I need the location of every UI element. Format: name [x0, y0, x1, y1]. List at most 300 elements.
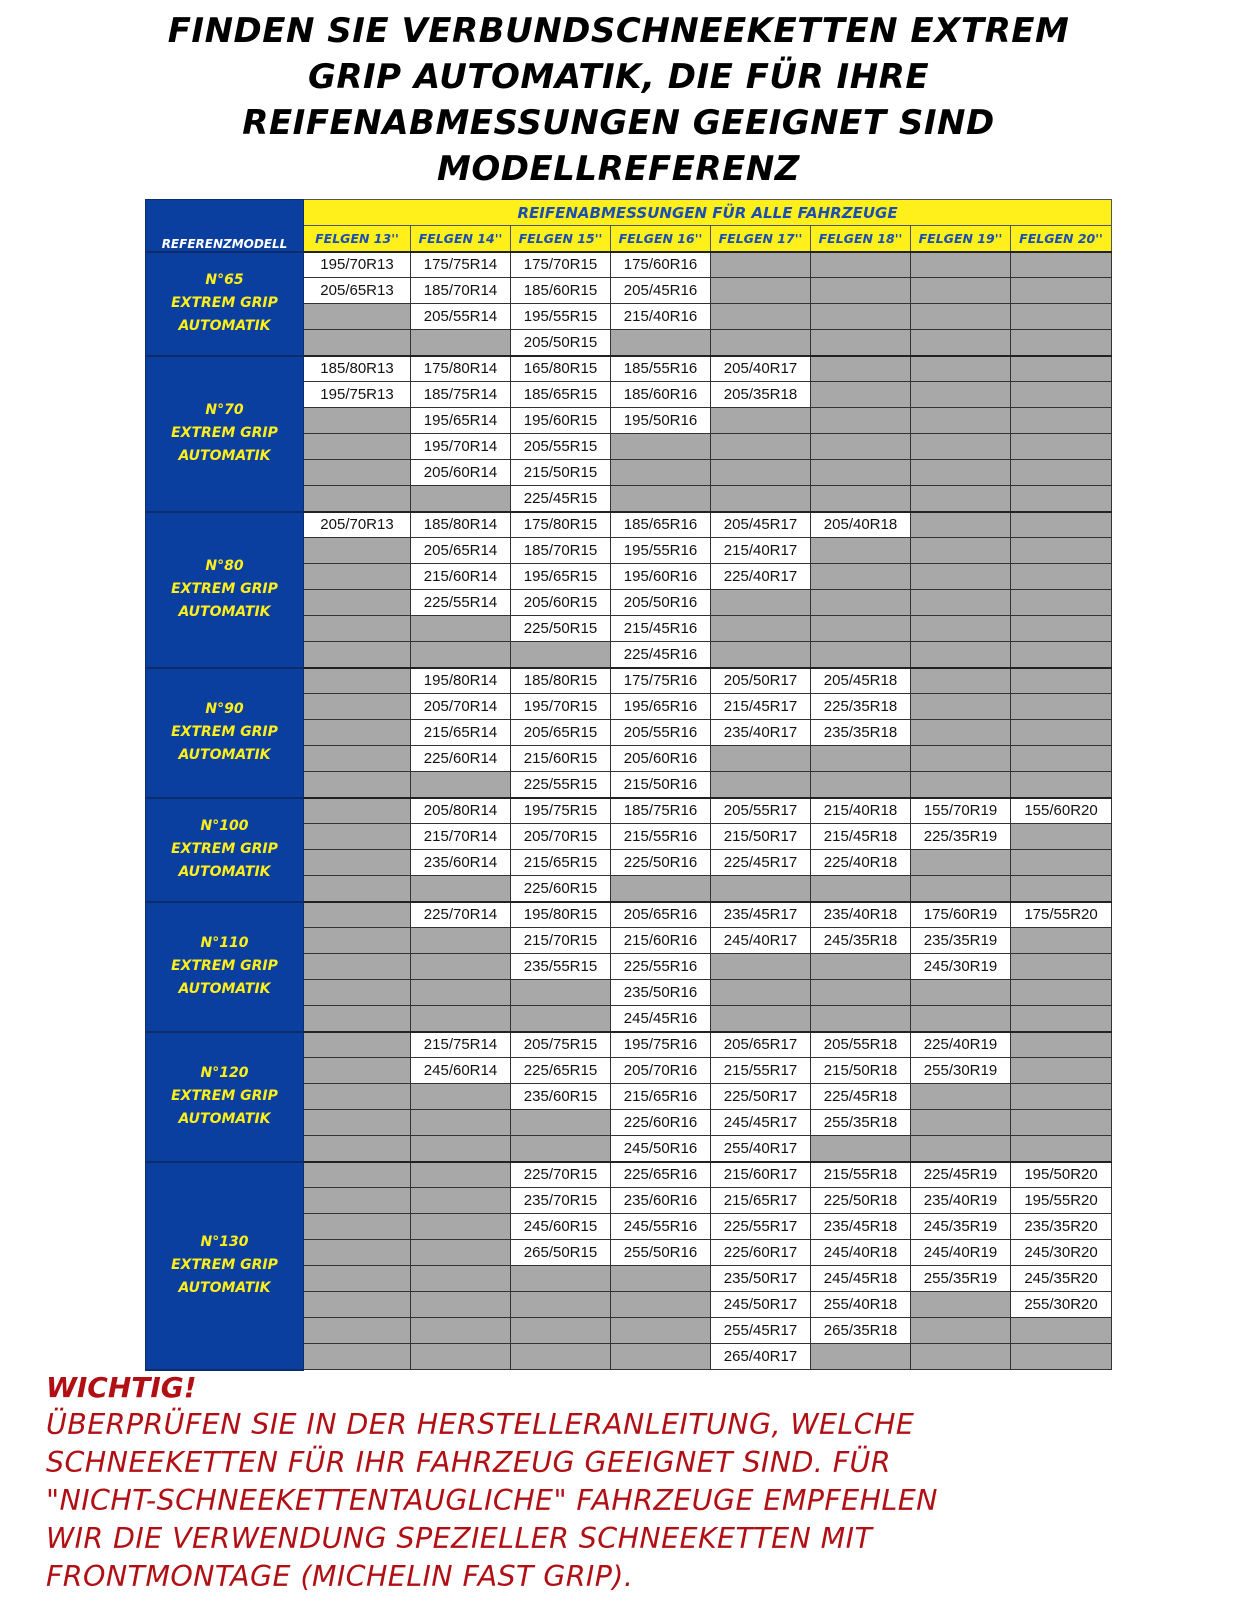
column-header-14: FELGEN 14'' — [411, 226, 511, 252]
model-label-line: EXTREM GRIP — [171, 581, 278, 597]
empty-cell — [1011, 1058, 1112, 1084]
empty-cell — [811, 616, 911, 642]
reference-model-cell — [146, 512, 304, 668]
empty-cell — [304, 1084, 411, 1110]
empty-cell — [411, 330, 511, 356]
empty-cell — [811, 304, 911, 330]
empty-cell — [411, 1344, 511, 1370]
empty-cell — [911, 408, 1011, 434]
model-label-line: AUTOMATIK — [178, 318, 271, 334]
tire-size-cell: 195/70R13 — [304, 252, 411, 278]
model-label-line: AUTOMATIK — [178, 1280, 271, 1296]
empty-cell — [611, 330, 711, 356]
empty-cell — [911, 460, 1011, 486]
empty-cell — [304, 1214, 411, 1240]
empty-cell — [1011, 434, 1112, 460]
empty-cell — [511, 642, 611, 668]
tire-size-cell: 205/40R18 — [811, 512, 911, 538]
empty-cell — [411, 1188, 511, 1214]
tire-size-cell: 175/55R20 — [1011, 902, 1112, 928]
table-row — [146, 1162, 1112, 1188]
empty-cell — [411, 1084, 511, 1110]
tire-size-cell: 225/55R16 — [611, 954, 711, 980]
tire-size-cell: 215/60R14 — [411, 564, 511, 590]
tire-size-cell: 245/45R16 — [611, 1006, 711, 1032]
notice-line-1: ÜBERPRÜFEN SIE IN DER HERSTELLERANLEITUNG, WELCHE — [46, 1408, 915, 1441]
tire-size-cell: 245/35R20 — [1011, 1266, 1112, 1292]
tire-size-cell: 185/65R15 — [511, 382, 611, 408]
empty-cell — [411, 1292, 511, 1318]
empty-cell — [811, 434, 911, 460]
empty-cell — [411, 616, 511, 642]
empty-cell — [304, 460, 411, 486]
empty-cell — [304, 304, 411, 330]
tire-size-cell: 195/70R15 — [511, 694, 611, 720]
empty-cell — [411, 928, 511, 954]
tire-size-cell: 185/80R13 — [304, 356, 411, 382]
tire-size-cell: 255/35R19 — [911, 1266, 1011, 1292]
empty-cell — [811, 980, 911, 1006]
tire-size-cell: 205/80R14 — [411, 798, 511, 824]
empty-cell — [1011, 928, 1112, 954]
empty-cell — [511, 1292, 611, 1318]
empty-cell — [811, 408, 911, 434]
empty-cell — [1011, 356, 1112, 382]
empty-cell — [611, 1344, 711, 1370]
empty-cell — [1011, 382, 1112, 408]
reference-model-cell — [146, 668, 304, 798]
empty-cell — [711, 278, 811, 304]
empty-cell — [411, 1318, 511, 1344]
tire-size-cell: 175/60R19 — [911, 902, 1011, 928]
empty-cell — [911, 772, 1011, 798]
empty-cell — [611, 1266, 711, 1292]
tire-size-cell: 205/65R14 — [411, 538, 511, 564]
notice-line-4: WIR DIE VERWENDUNG SPEZIELLER SCHNEEKETTEN MIT — [46, 1522, 873, 1555]
empty-cell — [811, 954, 911, 980]
empty-cell — [811, 356, 911, 382]
tire-size-cell: 205/65R13 — [304, 278, 411, 304]
empty-cell — [411, 1240, 511, 1266]
empty-cell — [911, 1006, 1011, 1032]
tire-size-cell: 235/40R17 — [711, 720, 811, 746]
empty-cell — [911, 252, 1011, 278]
empty-cell — [811, 1136, 911, 1162]
tire-size-cell: 205/65R15 — [511, 720, 611, 746]
tire-size-cell: 195/55R20 — [1011, 1188, 1112, 1214]
tire-size-cell: 235/70R15 — [511, 1188, 611, 1214]
empty-cell — [304, 850, 411, 876]
tire-size-cell: 225/65R15 — [511, 1058, 611, 1084]
tire-size-cell: 245/40R19 — [911, 1240, 1011, 1266]
tire-size-cell: 245/30R19 — [911, 954, 1011, 980]
empty-cell — [304, 772, 411, 798]
empty-cell — [711, 746, 811, 772]
tire-size-cell: 205/70R14 — [411, 694, 511, 720]
empty-cell — [1011, 824, 1112, 850]
tire-size-cell: 205/60R15 — [511, 590, 611, 616]
tire-size-cell: 195/65R16 — [611, 694, 711, 720]
tire-size-cell: 185/75R16 — [611, 798, 711, 824]
tire-size-cell: 235/50R17 — [711, 1266, 811, 1292]
empty-cell — [304, 434, 411, 460]
empty-cell — [1011, 668, 1112, 694]
empty-cell — [1011, 538, 1112, 564]
tire-size-cell: 185/75R14 — [411, 382, 511, 408]
empty-cell — [304, 642, 411, 668]
tire-size-cell: 215/40R17 — [711, 538, 811, 564]
model-label-line: EXTREM GRIP — [171, 425, 278, 441]
empty-cell — [811, 1344, 911, 1370]
empty-cell — [304, 1318, 411, 1344]
empty-cell — [911, 486, 1011, 512]
empty-cell — [511, 1136, 611, 1162]
tire-size-cell: 195/60R16 — [611, 564, 711, 590]
tire-size-cell: 235/45R18 — [811, 1214, 911, 1240]
tire-size-cell: 235/35R18 — [811, 720, 911, 746]
empty-cell — [711, 486, 811, 512]
tire-size-cell: 215/45R18 — [811, 824, 911, 850]
model-label-line: EXTREM GRIP — [171, 958, 278, 974]
tire-size-cell: 185/60R16 — [611, 382, 711, 408]
empty-cell — [711, 642, 811, 668]
empty-cell — [1011, 486, 1112, 512]
tire-size-cell: 255/40R18 — [811, 1292, 911, 1318]
tire-size-cell: 215/50R17 — [711, 824, 811, 850]
empty-cell — [1011, 954, 1112, 980]
tire-size-cell: 205/70R16 — [611, 1058, 711, 1084]
tire-size-cell: 175/75R14 — [411, 252, 511, 278]
empty-cell — [304, 538, 411, 564]
column-header-19: FELGEN 19'' — [911, 226, 1011, 252]
tire-size-cell: 185/70R15 — [511, 538, 611, 564]
tire-size-cell: 195/70R14 — [411, 434, 511, 460]
empty-cell — [1011, 1006, 1112, 1032]
empty-cell — [304, 798, 411, 824]
tire-size-cell: 175/60R16 — [611, 252, 711, 278]
tire-size-cell: 195/65R15 — [511, 564, 611, 590]
empty-cell — [1011, 1110, 1112, 1136]
reference-model-cell — [146, 798, 304, 902]
notice-heading: WICHTIG! — [46, 1371, 197, 1404]
empty-cell — [911, 434, 1011, 460]
reference-model-cell — [146, 252, 304, 356]
tire-size-cell: 245/40R18 — [811, 1240, 911, 1266]
tire-size-cell: 225/40R18 — [811, 850, 911, 876]
model-label-line: N°130 — [200, 1234, 249, 1250]
tire-size-cell: 215/55R16 — [611, 824, 711, 850]
empty-cell — [411, 954, 511, 980]
tire-size-cell: 155/60R20 — [1011, 798, 1112, 824]
tire-size-cell: 205/40R17 — [711, 356, 811, 382]
table-row — [146, 252, 1112, 278]
tire-size-cell: 185/80R15 — [511, 668, 611, 694]
tire-size-cell: 205/55R15 — [511, 434, 611, 460]
tire-size-cell: 205/75R15 — [511, 1032, 611, 1058]
tire-size-cell: 185/55R16 — [611, 356, 711, 382]
empty-cell — [304, 564, 411, 590]
tire-size-cell: 195/55R15 — [511, 304, 611, 330]
model-label-line: N°90 — [205, 701, 244, 717]
tire-size-cell: 215/40R16 — [611, 304, 711, 330]
empty-cell — [911, 720, 1011, 746]
tire-size-cell: 265/40R17 — [711, 1344, 811, 1370]
notice-line-3: "NICHT-SCHNEEKETTENTAUGLICHE" FAHRZEUGE EMPFEHLEN — [46, 1484, 938, 1517]
tire-size-cell: 175/70R15 — [511, 252, 611, 278]
tire-size-cell: 255/30R20 — [1011, 1292, 1112, 1318]
model-label-line: N°70 — [205, 402, 244, 418]
tire-size-cell: 245/30R20 — [1011, 1240, 1112, 1266]
table-row — [146, 1032, 1112, 1058]
tire-size-cell: 185/70R14 — [411, 278, 511, 304]
tire-size-cell: 265/35R18 — [811, 1318, 911, 1344]
tire-size-cell: 235/60R16 — [611, 1188, 711, 1214]
empty-cell — [411, 772, 511, 798]
tire-size-cell: 225/45R19 — [911, 1162, 1011, 1188]
empty-cell — [611, 486, 711, 512]
tire-size-cell: 245/45R18 — [811, 1266, 911, 1292]
empty-cell — [304, 1058, 411, 1084]
tire-size-cell: 225/55R14 — [411, 590, 511, 616]
empty-cell — [811, 642, 911, 668]
empty-cell — [511, 1110, 611, 1136]
model-label-line: EXTREM GRIP — [171, 1257, 278, 1273]
empty-cell — [911, 278, 1011, 304]
tire-size-cell: 215/65R16 — [611, 1084, 711, 1110]
empty-cell — [911, 694, 1011, 720]
tire-size-cell: 245/40R17 — [711, 928, 811, 954]
empty-cell — [1011, 330, 1112, 356]
empty-cell — [911, 668, 1011, 694]
empty-cell — [511, 980, 611, 1006]
tire-size-cell: 235/35R20 — [1011, 1214, 1112, 1240]
model-label-line: AUTOMATIK — [178, 604, 271, 620]
empty-cell — [711, 876, 811, 902]
empty-cell — [1011, 252, 1112, 278]
empty-cell — [411, 1266, 511, 1292]
model-label-line: AUTOMATIK — [178, 864, 271, 880]
model-label-line: N°80 — [205, 558, 244, 574]
empty-cell — [411, 876, 511, 902]
tire-size-cell: 195/55R16 — [611, 538, 711, 564]
empty-cell — [711, 460, 811, 486]
tire-size-cell: 205/55R18 — [811, 1032, 911, 1058]
empty-cell — [304, 1240, 411, 1266]
empty-cell — [611, 1318, 711, 1344]
tire-size-cell: 225/35R19 — [911, 824, 1011, 850]
tire-size-cell: 225/70R15 — [511, 1162, 611, 1188]
tire-size-cell: 175/80R14 — [411, 356, 511, 382]
empty-cell — [304, 720, 411, 746]
tire-size-cell: 225/60R17 — [711, 1240, 811, 1266]
tire-size-cell: 255/30R19 — [911, 1058, 1011, 1084]
tire-size-cell: 165/80R15 — [511, 356, 611, 382]
empty-cell — [304, 486, 411, 512]
tire-size-cell: 245/35R19 — [911, 1214, 1011, 1240]
tire-size-cell: 245/55R16 — [611, 1214, 711, 1240]
tire-size-cell: 225/45R16 — [611, 642, 711, 668]
column-header-17: FELGEN 17'' — [711, 226, 811, 252]
table-row — [146, 512, 1112, 538]
tire-size-cell: 215/65R15 — [511, 850, 611, 876]
tire-size-cell: 205/45R18 — [811, 668, 911, 694]
tire-size-cell: 185/65R16 — [611, 512, 711, 538]
empty-cell — [911, 1292, 1011, 1318]
empty-cell — [304, 1110, 411, 1136]
tire-size-cell: 215/70R14 — [411, 824, 511, 850]
empty-cell — [304, 902, 411, 928]
empty-cell — [911, 1110, 1011, 1136]
tire-size-cell: 205/50R15 — [511, 330, 611, 356]
model-label-line: EXTREM GRIP — [171, 295, 278, 311]
tire-size-cell: 265/50R15 — [511, 1240, 611, 1266]
tire-size-cell: 225/35R18 — [811, 694, 911, 720]
tire-size-cell: 205/45R17 — [711, 512, 811, 538]
title-line-4: MODELLREFERENZ — [437, 149, 800, 189]
tire-size-cell: 215/75R14 — [411, 1032, 511, 1058]
tire-size-cell: 225/70R14 — [411, 902, 511, 928]
empty-cell — [911, 746, 1011, 772]
empty-cell — [304, 1162, 411, 1188]
empty-cell — [1011, 720, 1112, 746]
empty-cell — [811, 330, 911, 356]
empty-cell — [911, 980, 1011, 1006]
empty-cell — [811, 538, 911, 564]
reference-model-cell — [146, 1032, 304, 1162]
empty-cell — [304, 954, 411, 980]
tire-size-cell: 235/50R16 — [611, 980, 711, 1006]
empty-cell — [304, 928, 411, 954]
empty-cell — [911, 642, 1011, 668]
empty-cell — [411, 486, 511, 512]
model-label-line: N°100 — [200, 818, 249, 834]
empty-cell — [304, 1136, 411, 1162]
empty-cell — [1011, 772, 1112, 798]
empty-cell — [911, 616, 1011, 642]
tire-size-cell: 205/60R16 — [611, 746, 711, 772]
reference-model-header: REFERENZMODELL — [146, 200, 304, 252]
tire-size-cell: 215/50R15 — [511, 460, 611, 486]
tire-size-cell: 195/50R20 — [1011, 1162, 1112, 1188]
tire-size-cell: 155/70R19 — [911, 798, 1011, 824]
empty-cell — [711, 1006, 811, 1032]
model-label-line: AUTOMATIK — [178, 448, 271, 464]
empty-cell — [811, 460, 911, 486]
empty-cell — [711, 772, 811, 798]
empty-cell — [1011, 512, 1112, 538]
tire-size-cell: 235/55R15 — [511, 954, 611, 980]
empty-cell — [811, 252, 911, 278]
tire-size-cell: 225/55R17 — [711, 1214, 811, 1240]
empty-cell — [811, 772, 911, 798]
tire-size-cell: 205/55R16 — [611, 720, 711, 746]
tire-size-cell: 255/50R16 — [611, 1240, 711, 1266]
model-label-line: AUTOMATIK — [178, 981, 271, 997]
empty-cell — [911, 1318, 1011, 1344]
tire-size-cell: 215/60R16 — [611, 928, 711, 954]
tire-size-cell: 235/60R14 — [411, 850, 511, 876]
empty-cell — [304, 1032, 411, 1058]
empty-cell — [811, 876, 911, 902]
model-label-line: N°120 — [200, 1065, 249, 1081]
empty-cell — [611, 434, 711, 460]
tire-size-cell: 175/80R15 — [511, 512, 611, 538]
tire-size-cell: 205/60R14 — [411, 460, 511, 486]
empty-cell — [304, 668, 411, 694]
tire-size-cell: 225/60R14 — [411, 746, 511, 772]
empty-cell — [711, 980, 811, 1006]
empty-cell — [304, 876, 411, 902]
empty-cell — [911, 356, 1011, 382]
empty-cell — [711, 408, 811, 434]
title-line-3: REIFENABMESSUNGEN GEEIGNET SIND — [242, 103, 995, 143]
empty-cell — [711, 330, 811, 356]
empty-cell — [811, 590, 911, 616]
model-label-line: AUTOMATIK — [178, 1111, 271, 1127]
tire-size-cell: 255/45R17 — [711, 1318, 811, 1344]
empty-cell — [511, 1318, 611, 1344]
empty-cell — [304, 616, 411, 642]
tire-size-cell: 175/75R16 — [611, 668, 711, 694]
table-row — [146, 356, 1112, 382]
empty-cell — [304, 330, 411, 356]
tire-size-cell: 235/35R19 — [911, 928, 1011, 954]
tire-size-cell: 225/65R16 — [611, 1162, 711, 1188]
title-line-1: FINDEN SIE VERBUNDSCHNEEKETTEN EXTREM — [167, 11, 1070, 51]
reference-model-cell — [146, 902, 304, 1032]
tire-size-cell: 185/60R15 — [511, 278, 611, 304]
tire-size-cell: 195/50R16 — [611, 408, 711, 434]
empty-cell — [711, 954, 811, 980]
empty-cell — [304, 1344, 411, 1370]
empty-cell — [1011, 304, 1112, 330]
empty-cell — [1011, 1084, 1112, 1110]
empty-cell — [304, 408, 411, 434]
tire-size-cell: 225/40R19 — [911, 1032, 1011, 1058]
empty-cell — [911, 538, 1011, 564]
empty-cell — [911, 330, 1011, 356]
tire-size-cell: 235/40R19 — [911, 1188, 1011, 1214]
column-header-20: FELGEN 20'' — [1011, 226, 1112, 252]
tire-size-cell: 245/45R17 — [711, 1110, 811, 1136]
tire-size-cell: 215/50R18 — [811, 1058, 911, 1084]
tire-size-cell: 225/40R17 — [711, 564, 811, 590]
tire-size-cell: 205/45R16 — [611, 278, 711, 304]
tire-size-cell: 205/65R16 — [611, 902, 711, 928]
empty-cell — [1011, 876, 1112, 902]
tire-size-cell: 235/40R18 — [811, 902, 911, 928]
empty-cell — [611, 1292, 711, 1318]
empty-cell — [411, 1006, 511, 1032]
empty-cell — [811, 746, 911, 772]
empty-cell — [1011, 460, 1112, 486]
model-label-line: N°110 — [200, 935, 249, 951]
tire-size-cell: 215/65R17 — [711, 1188, 811, 1214]
column-header-13: FELGEN 13'' — [304, 226, 411, 252]
tire-size-cell: 215/60R15 — [511, 746, 611, 772]
empty-cell — [1011, 1136, 1112, 1162]
empty-cell — [811, 486, 911, 512]
tire-size-cell: 225/60R15 — [511, 876, 611, 902]
model-label-line: AUTOMATIK — [178, 747, 271, 763]
column-header-15: FELGEN 15'' — [511, 226, 611, 252]
empty-cell — [1011, 616, 1112, 642]
tire-size-cell: 235/60R15 — [511, 1084, 611, 1110]
empty-cell — [711, 590, 811, 616]
table-body — [146, 252, 1112, 1370]
empty-cell — [911, 1136, 1011, 1162]
empty-cell — [1011, 642, 1112, 668]
